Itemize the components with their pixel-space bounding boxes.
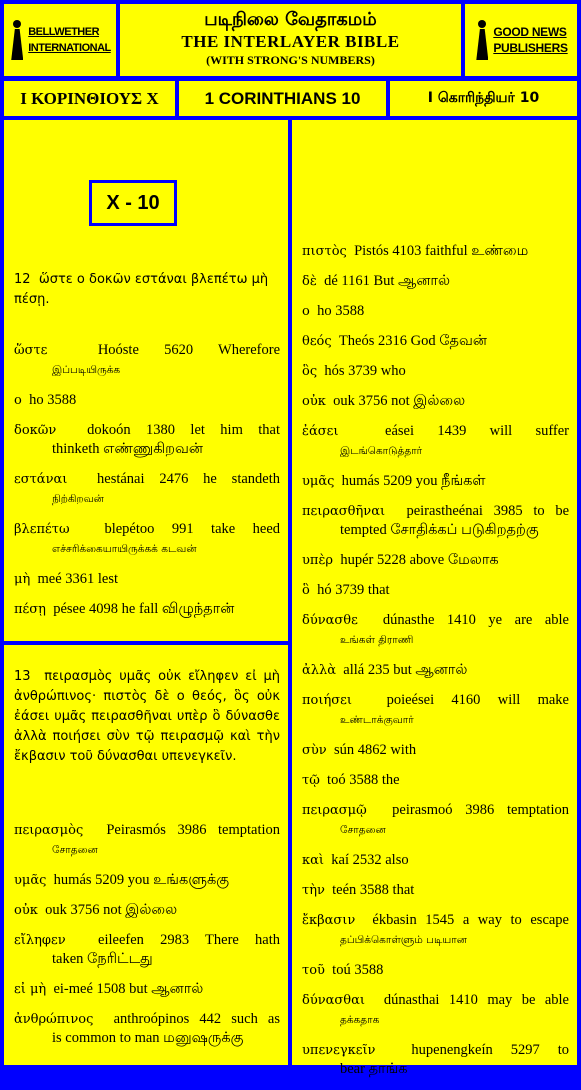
interlinear-entry: [14, 570, 280, 589]
interlinear-entry: [302, 991, 569, 1030]
interlinear-entry: [302, 851, 569, 870]
entry-continuation: நிற்கிறவன்: [52, 493, 104, 505]
verse12-text: [14, 270, 280, 310]
greek-word: ὃ: [302, 583, 310, 598]
greek-word: πειρασμῷ: [302, 803, 367, 818]
entry-gloss: hós 3739 who: [324, 363, 406, 379]
greek-word: ὥστε: [14, 343, 48, 358]
left-logo-line2: INTERNATIONAL: [28, 42, 111, 54]
greek-word: βλεπέτω: [14, 522, 70, 537]
verse12-entries: [14, 341, 280, 630]
interlinear-entry: [14, 980, 280, 999]
interlinear-entry: [302, 771, 569, 790]
interlinear-entry: [302, 801, 569, 840]
subtitle: (WITH STRONG'S NUMBERS): [206, 53, 375, 67]
greek-word: οὐκ: [302, 394, 326, 409]
entry-gloss: ho 3588: [317, 303, 365, 319]
greek-word: ἀλλὰ: [302, 663, 337, 678]
entry-gloss: blepétoo 991 take heed: [104, 521, 281, 537]
entry-continuation: thinketh எண்ணுகிறவன்: [52, 441, 203, 457]
interlinear-entry: [302, 881, 569, 900]
entry-gloss: humás 5209 you நீங்கள்: [341, 473, 486, 489]
entry-gloss: ékbasin 1545 a way to escape: [372, 912, 569, 928]
entry-continuation: உங்கள் திராணி: [340, 634, 414, 646]
interlinear-entry: [14, 391, 280, 410]
interlinear-entry: [14, 421, 280, 459]
greek-word: υπενεγκεῖν: [302, 1043, 376, 1058]
entry-continuation: தப்பிக்கொள்ளும் படியான: [340, 934, 467, 946]
greek-word: ὃς: [302, 364, 318, 379]
interlinear-entry: [302, 472, 569, 491]
interlinear-entry: [14, 600, 280, 619]
right-logo-line2: PUBLISHERS: [493, 41, 568, 55]
entry-continuation: உண்டாக்குவார்: [340, 714, 414, 726]
entry-gloss: allá 235 but ஆனால்: [343, 662, 468, 678]
greek-word: ἐάσει: [302, 424, 339, 439]
interlinear-entry: [14, 341, 280, 380]
entry-continuation: taken நேரிட்டது: [52, 951, 153, 967]
greek-word: πειρασθῆναι: [302, 504, 386, 519]
greek-word: εἴληφεν: [14, 933, 66, 948]
greek-word: ο: [14, 393, 22, 408]
interlinear-entry: [302, 302, 569, 321]
interlinear-entry: [302, 502, 569, 540]
statue-icon: [9, 20, 25, 60]
entry-gloss: Peirasmós 3986 temptation: [106, 822, 281, 838]
verse12-number: 12: [14, 272, 31, 287]
greek-word: ἀνθρώπινος: [14, 1012, 94, 1027]
greek-word: εστάναι: [14, 472, 68, 487]
interlinear-entry: [302, 362, 569, 381]
entry-gloss: Hoóste 5620 Wherefore: [97, 342, 281, 358]
entry-gloss: dé 1161 But ஆனால்: [324, 273, 451, 289]
entry-gloss: ho 3588: [29, 392, 77, 408]
entry-gloss: meé 3361 lest: [37, 571, 119, 587]
entry-gloss: eileefen 2983 There hath: [98, 932, 281, 948]
interlinear-entry: [302, 242, 569, 261]
interlinear-entry: [302, 422, 569, 461]
entry-continuation: இடங்கொடுத்தார்: [340, 445, 423, 457]
verse13-greek: πειρασμὸς υμᾶς οὐκ εἴληφεν εἰ μὴ ἀνθρώπινος· πιστὸς δὲ ο θεός, ὃς οὐκ ἐάσει υμᾶς πειρασθῆναι υπὲρ ὃ δύνασθε ἀλλὰ ποιήσει σὺν τῷ πειρασμῷ καὶ τὴν ἔκβασιν τοῦ δύνασθαι υπενεγκεῖν.: [14, 669, 280, 764]
left-logo-line1: BELLWETHER: [28, 26, 100, 38]
entry-gloss: kaí 2532 also: [331, 852, 409, 868]
entry-gloss: humás 5209 you உங்களுக்கு: [53, 872, 230, 888]
verse13-number: 13: [14, 669, 31, 684]
greek-word: τὴν: [302, 883, 325, 898]
entry-gloss: dokoón 1380 let him that: [87, 422, 281, 438]
greek-word: πιστὸς: [302, 244, 347, 259]
greek-word: δοκῶν: [14, 423, 57, 438]
greek-word: υπὲρ: [302, 553, 334, 568]
greek-word: δύνασθαι: [302, 993, 365, 1008]
book-english: 1 CORINTHIANS 10: [179, 81, 386, 116]
entry-gloss: peirastheénai 3985 to be: [406, 503, 570, 519]
interlinear-entry: [302, 961, 569, 980]
entry-gloss: ouk 3756 not இல்லை: [45, 902, 178, 918]
bellwether-logo: [4, 4, 116, 76]
interlinear-entry: [302, 581, 569, 600]
interlinear-entry: [302, 661, 569, 680]
entry-continuation: tempted சோதிக்கப் படுகிறதற்கு: [340, 522, 539, 538]
greek-word: τῷ: [302, 773, 320, 788]
interlinear-entry: [302, 551, 569, 570]
entry-gloss: hupér 5228 above மேலாக: [340, 552, 499, 568]
entry-gloss: toú 3588: [332, 962, 384, 978]
interlinear-entry: [302, 332, 569, 351]
entry-gloss: hestánai 2476 he standeth: [97, 471, 281, 487]
book-greek: I ΚΟΡΙΝΘΙΟΥΣ X: [4, 81, 175, 116]
entry-gloss: hupenengkeín 5297 to: [411, 1042, 569, 1058]
good-news-logo: [465, 4, 577, 76]
interlinear-entry: [302, 691, 569, 730]
interlinear-entry: [14, 470, 280, 509]
entry-gloss: dúnasthe 1410 ye are able: [382, 612, 569, 628]
entry-gloss: anthroópinos 442 such as: [113, 1011, 280, 1027]
interlinear-entry: [302, 911, 569, 950]
entry-gloss: poieései 4160 will make: [386, 692, 569, 708]
greek-word: τοῦ: [302, 963, 325, 978]
entry-continuation: எச்சரிக்கையாயிருக்கக் கடவன்: [52, 543, 197, 555]
entry-gloss: eásei 1439 will suffer: [385, 423, 569, 439]
verse12-greek: ὥστε ο δοκῶν εστάναι βλεπέτω μὴ πέσῃ.: [14, 272, 269, 307]
statue-icon: [474, 20, 490, 60]
interlinear-entry: [14, 901, 280, 920]
greek-word: μὴ: [14, 572, 31, 587]
entry-gloss: ei-meé 1508 but ஆனால்: [53, 981, 204, 997]
entry-gloss: peirasmoó 3986 temptation: [392, 802, 569, 818]
greek-word: πειρασμὸς: [14, 823, 84, 838]
greek-word: ἔκβασιν: [302, 913, 356, 928]
entry-continuation: தக்கதாக: [340, 1014, 380, 1026]
greek-word: δύνασθε: [302, 613, 358, 628]
entry-gloss: teén 3588 that: [332, 882, 415, 898]
verse13-text: [14, 667, 280, 767]
greek-word: δὲ: [302, 274, 317, 289]
entry-gloss: hó 3739 that: [317, 582, 390, 598]
entry-gloss: dúnasthai 1410 may be able: [383, 992, 569, 1008]
book-tamil: I கொரிந்தியர் 10: [390, 81, 577, 116]
entry-gloss: sún 4862 with: [333, 742, 417, 758]
verse13-entries: [14, 821, 280, 1059]
greek-word: καὶ: [302, 853, 325, 868]
entry-continuation: bear தாங்க: [340, 1061, 408, 1077]
entry-gloss: ouk 3756 not இல்லை: [333, 393, 466, 409]
interlinear-entry: [14, 871, 280, 890]
greek-word: οὐκ: [14, 903, 38, 918]
interlinear-entry: [302, 1041, 569, 1079]
interlinear-entry: [302, 272, 569, 291]
interlinear-entry: [14, 1010, 280, 1048]
entry-gloss: Theós 2316 God தேவன்: [338, 333, 487, 349]
entry-continuation: is common to man மனுஷருக்கு: [52, 1030, 244, 1046]
interlinear-entry: [14, 931, 280, 969]
interlinear-entry: [14, 520, 280, 559]
interlinear-entry: [302, 611, 569, 650]
title-english: THE INTERLAYER BIBLE: [181, 32, 400, 51]
right-entries: [302, 242, 569, 1090]
greek-word: υμᾶς: [14, 873, 47, 888]
entry-continuation: சோதனை: [340, 824, 386, 836]
title-block: [120, 4, 461, 76]
greek-word: θεός: [302, 334, 332, 349]
greek-word: υμᾶς: [302, 474, 335, 489]
entry-gloss: pésee 4098 he fall விழுந்தான்: [53, 601, 235, 617]
right-logo-line1: GOOD NEWS: [493, 25, 567, 39]
entry-gloss: toó 3588 the: [327, 772, 400, 788]
greek-word: ο: [302, 304, 310, 319]
entry-continuation: இப்படியிருக்க: [52, 364, 121, 376]
interlinear-entry: [14, 821, 280, 860]
greek-word: εἰ μὴ: [14, 982, 47, 997]
chapter-label: X - 10: [89, 180, 177, 226]
interlinear-entry: [302, 392, 569, 411]
title-tamil: படிநிலை வேதாகமம்: [204, 9, 377, 30]
entry-continuation: சோதனை: [52, 844, 98, 856]
interlinear-entry: [302, 741, 569, 760]
entry-gloss: Pistós 4103 faithful உண்மை: [354, 243, 529, 259]
greek-word: σὺν: [302, 743, 327, 758]
greek-word: ποιήσει: [302, 693, 352, 708]
greek-word: πέσῃ: [14, 602, 46, 617]
